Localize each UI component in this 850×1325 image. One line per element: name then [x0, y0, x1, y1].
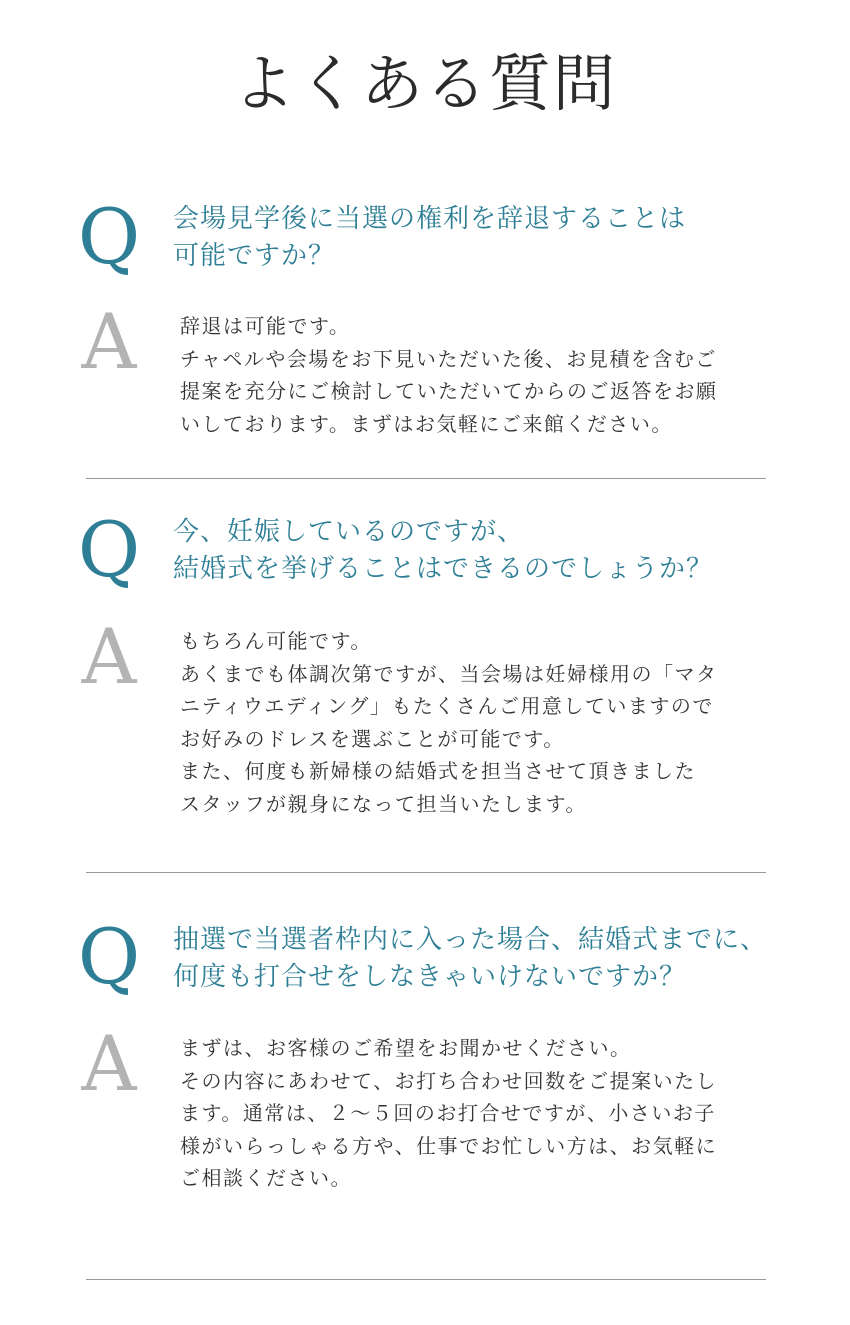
answer-mark-icon: A [81, 612, 137, 701]
page-title: よくある質問 [232, 47, 617, 120]
question-text: 今、妊娠しているのですが、 結婚式を挙げることはできるのでしょうか？ [173, 517, 714, 584]
divider [86, 478, 766, 479]
answer-text: もちろん可能です。 あくまでも体調次第ですが、当会場は妊婦様用の「マタ ニティウエディング」もたくさんご用意していますので お好みのドレスを選ぶことが可能です。 また、何度も新婦様の結婚式を担当させて頂きました スタッフが親身になって担当いたします。 [180, 629, 718, 816]
answer-text: まずは、お客様のご希望をお聞かせください。 その内容にあわせて、お打ち合わせ回数をご提案いたし ます。通常は、２～５回のお打合せですが、小さいお子 様がいらっしゃる方や、仕事でお忙しい方は、お気軽に ご相談ください。 [180, 1036, 718, 1191]
divider [86, 872, 766, 873]
question-mark-icon: Q [77, 505, 141, 594]
question-text: 抽選で当選者枠内に入った場合、結婚式までに、 何度も打合せをしなきゃいけないですか？ [173, 925, 768, 992]
divider [86, 1279, 766, 1280]
question-mark-icon: Q [77, 912, 141, 1001]
answer-text: 辞退は可能です。 チャペルや会場をお下見いただいた後、お見積を含むご 提案を充分にご検討していただいてからのご返答をお願 いしております。まずはお気軽にご来館ください。 [180, 314, 718, 436]
question-text: 会場見学後に当選の権利を辞退することは 可能ですか？ [173, 204, 687, 271]
answer-mark-icon: A [81, 297, 137, 386]
answer-mark-icon: A [81, 1019, 137, 1108]
question-mark-icon: Q [77, 192, 141, 281]
